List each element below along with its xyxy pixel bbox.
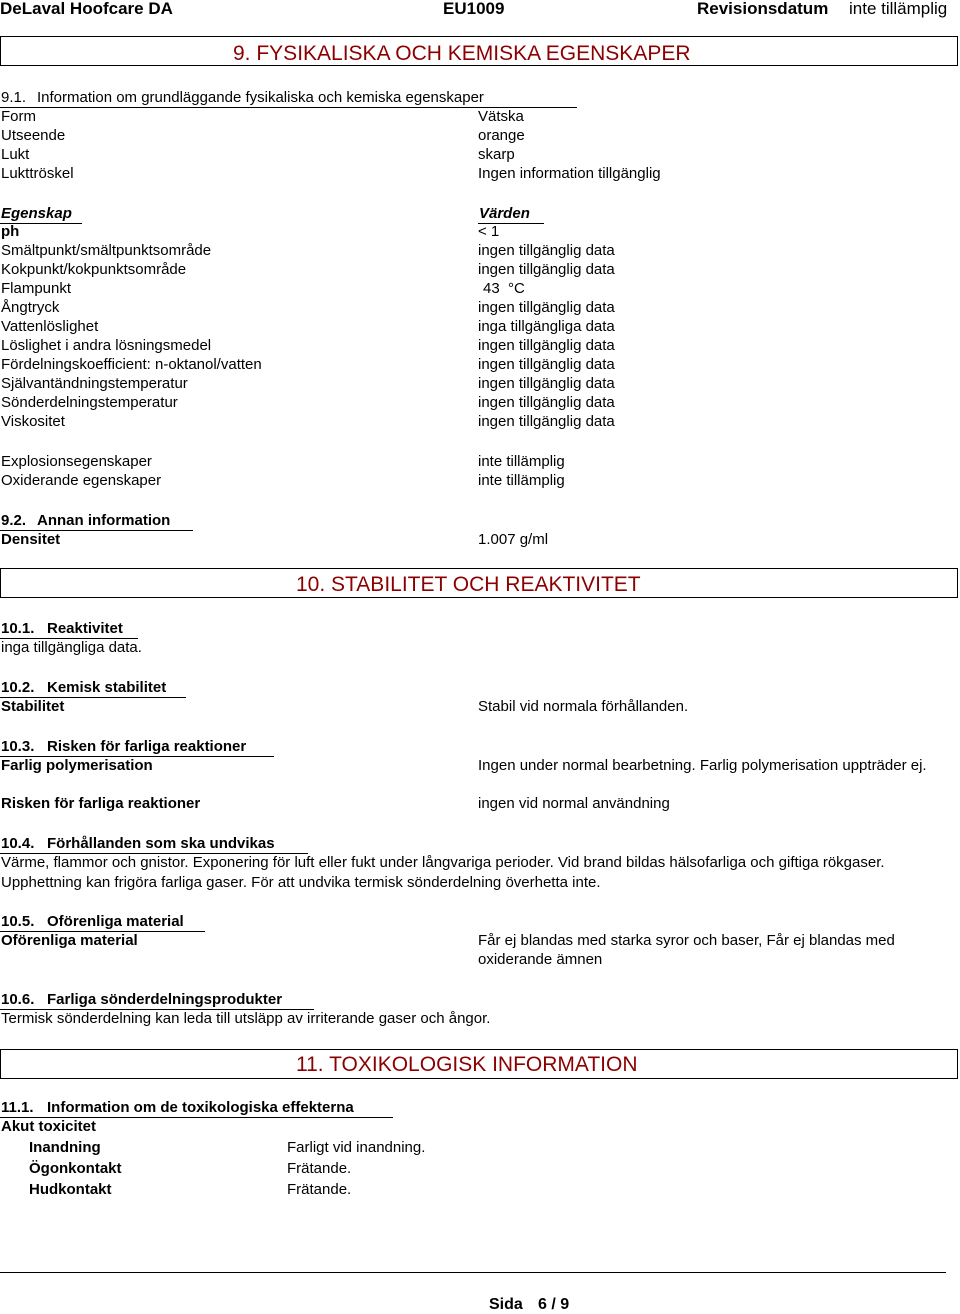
footer-rule [0,1272,946,1273]
subsection-10-2-title: Kemisk stabilitet [47,679,167,696]
conditions-to-avoid-text: Värme, flammor och gnistor. Exponering för luft eller fukt under långvariga perioder. Vid brand bildas hälsofarliga och giftiga rökgaser. Upphettning kan frigöra farliga gaser. För att undvika termisk sönderdelning överhetta inte. [1,854,885,891]
section-11-title: 11. TOXIKOLOGISK INFORMATION [296,1053,638,1076]
subsection-11-1-title: Information om de toxikologiska effekterna [47,1099,354,1116]
section-9-title: 9. FYSIKALISKA OCH KEMISKA EGENSKAPER [233,42,691,65]
prop-solvent-solubility-value: ingen tillgänglig data [478,337,615,354]
prop-vapor-pressure-label: Ångtryck [1,299,60,316]
subsection-10-3-number: 10.3. [1,738,35,755]
prop-decomposition-label: Sönderdelningstemperatur [1,394,178,411]
prop-melting-point-value: ingen tillgänglig data [478,242,615,259]
subsection-11-1-number: 11.1. [1,1099,34,1116]
page-number: 6 / 9 [538,1296,570,1313]
prop-ph-value: < 1 [478,223,500,240]
prop-odor-value: skarp [478,146,515,163]
subsection-9-1-number: 9.1. [1,89,27,106]
prop-autoignition-label: Självantändningstemperatur [1,375,188,392]
subsection-10-6-title: Farliga sönderdelningsprodukter [47,991,283,1008]
subsection-10-4-title: Förhållanden som ska undvikas [47,835,275,852]
polymerisation-value: Ingen under normal bearbetning. Farlig polymerisation uppträder ej. [478,757,927,774]
prop-water-solubility-label: Vattenlöslighet [1,318,99,335]
prop-oxidizing-value: inte tillämplig [478,472,565,489]
reactivity-text: inga tillgängliga data. [1,639,142,656]
prop-appearance-label: Utseende [1,127,66,144]
subsection-9-2-number: 9.2. [1,512,27,529]
incompatible-materials-label: Oförenliga material [1,932,138,949]
prop-form-label: Form [1,108,36,125]
page-label: Sida [489,1296,523,1313]
subsection-9-2-title: Annan information [37,512,171,529]
subsection-10-1-number: 10.1. [1,620,35,637]
prop-ph-label: ph [1,223,20,240]
subsection-10-4-number: 10.4. [1,835,35,852]
subsection-10-2-number: 10.2. [1,679,35,696]
header-document-code: EU1009 [443,0,505,18]
prop-odor-threshold-label: Lukttröskel [1,165,74,182]
prop-appearance-value: orange [478,127,525,144]
prop-odor-label: Lukt [1,146,30,163]
eye-contact-label: Ögonkontakt [29,1160,122,1177]
prop-water-solubility-value: inga tillgängliga data [478,318,615,335]
subsection-9-1-title: Information om grundläggande fysikaliska och kemiska egenskaper [37,89,484,106]
subsection-10-5-number: 10.5. [1,913,35,930]
skin-contact-label: Hudkontakt [29,1181,112,1198]
subsection-10-1-title: Reaktivitet [47,620,123,637]
header-revision-label: Revisionsdatum [697,0,829,18]
stability-value: Stabil vid normala förhållanden. [478,698,689,715]
density-value: 1.007 g/ml [478,531,549,548]
polymerisation-label: Farlig polymerisation [1,757,153,774]
prop-odor-threshold-value: Ingen information tillgänglig [478,165,661,182]
header-company: DeLaval Hoofcare DA [0,0,173,18]
section-10-title: 10. STABILITET OCH REAKTIVITET [296,573,641,596]
incompatible-materials-value: Får ej blandas med starka syror och baser, Får ej blandas med oxiderande ämnen [478,932,895,968]
property-column-header: Egenskap [1,205,72,222]
prop-boiling-point-value: ingen tillgänglig data [478,261,615,278]
prop-flash-point-value: 43 °C [483,280,525,297]
prop-flash-point-label: Flampunkt [1,280,72,297]
prop-autoignition-value: ingen tillgänglig data [478,375,615,392]
acute-toxicity-label: Akut toxicitet [1,1118,97,1135]
prop-partition-coefficient-label: Fördelningskoefficient: n-oktanol/vatten [1,356,262,373]
prop-explosive-value: inte tillämplig [478,453,565,470]
subsection-10-3-title: Risken för farliga reaktioner [47,738,247,755]
prop-melting-point-label: Smältpunkt/smältpunktsområde [1,242,212,259]
subsection-10-6-number: 10.6. [1,991,35,1008]
inhalation-value: Farligt vid inandning. [287,1139,426,1156]
inhalation-label: Inandning [29,1139,101,1156]
prop-oxidizing-label: Oxiderande egenskaper [1,472,162,489]
subsection-10-5-title: Oförenliga material [47,913,184,930]
stability-label: Stabilitet [1,698,65,715]
skin-contact-value: Frätande. [287,1181,352,1198]
header-revision-value: inte tillämplig [849,0,948,18]
prop-viscosity-value: ingen tillgänglig data [478,413,615,430]
prop-viscosity-label: Viskositet [1,413,65,430]
hazardous-reactions-label: Risken för farliga reaktioner [1,795,201,812]
prop-solvent-solubility-label: Löslighet i andra lösningsmedel [1,337,212,354]
eye-contact-value: Frätande. [287,1160,352,1177]
density-label: Densitet [1,531,61,548]
prop-vapor-pressure-value: ingen tillgänglig data [478,299,615,316]
prop-explosive-label: Explosionsegenskaper [1,453,152,470]
prop-boiling-point-label: Kokpunkt/kokpunktsområde [1,261,187,278]
hazardous-reactions-value: ingen vid normal användning [478,795,670,812]
prop-partition-coefficient-value: ingen tillgänglig data [478,356,615,373]
decomposition-products-text: Termisk sönderdelning kan leda till utsläpp av irriterande gaser och ångor. [1,1010,491,1027]
prop-decomposition-value: ingen tillgänglig data [478,394,615,411]
value-column-header: Värden [479,205,530,222]
prop-form-value: Vätska [478,108,524,125]
